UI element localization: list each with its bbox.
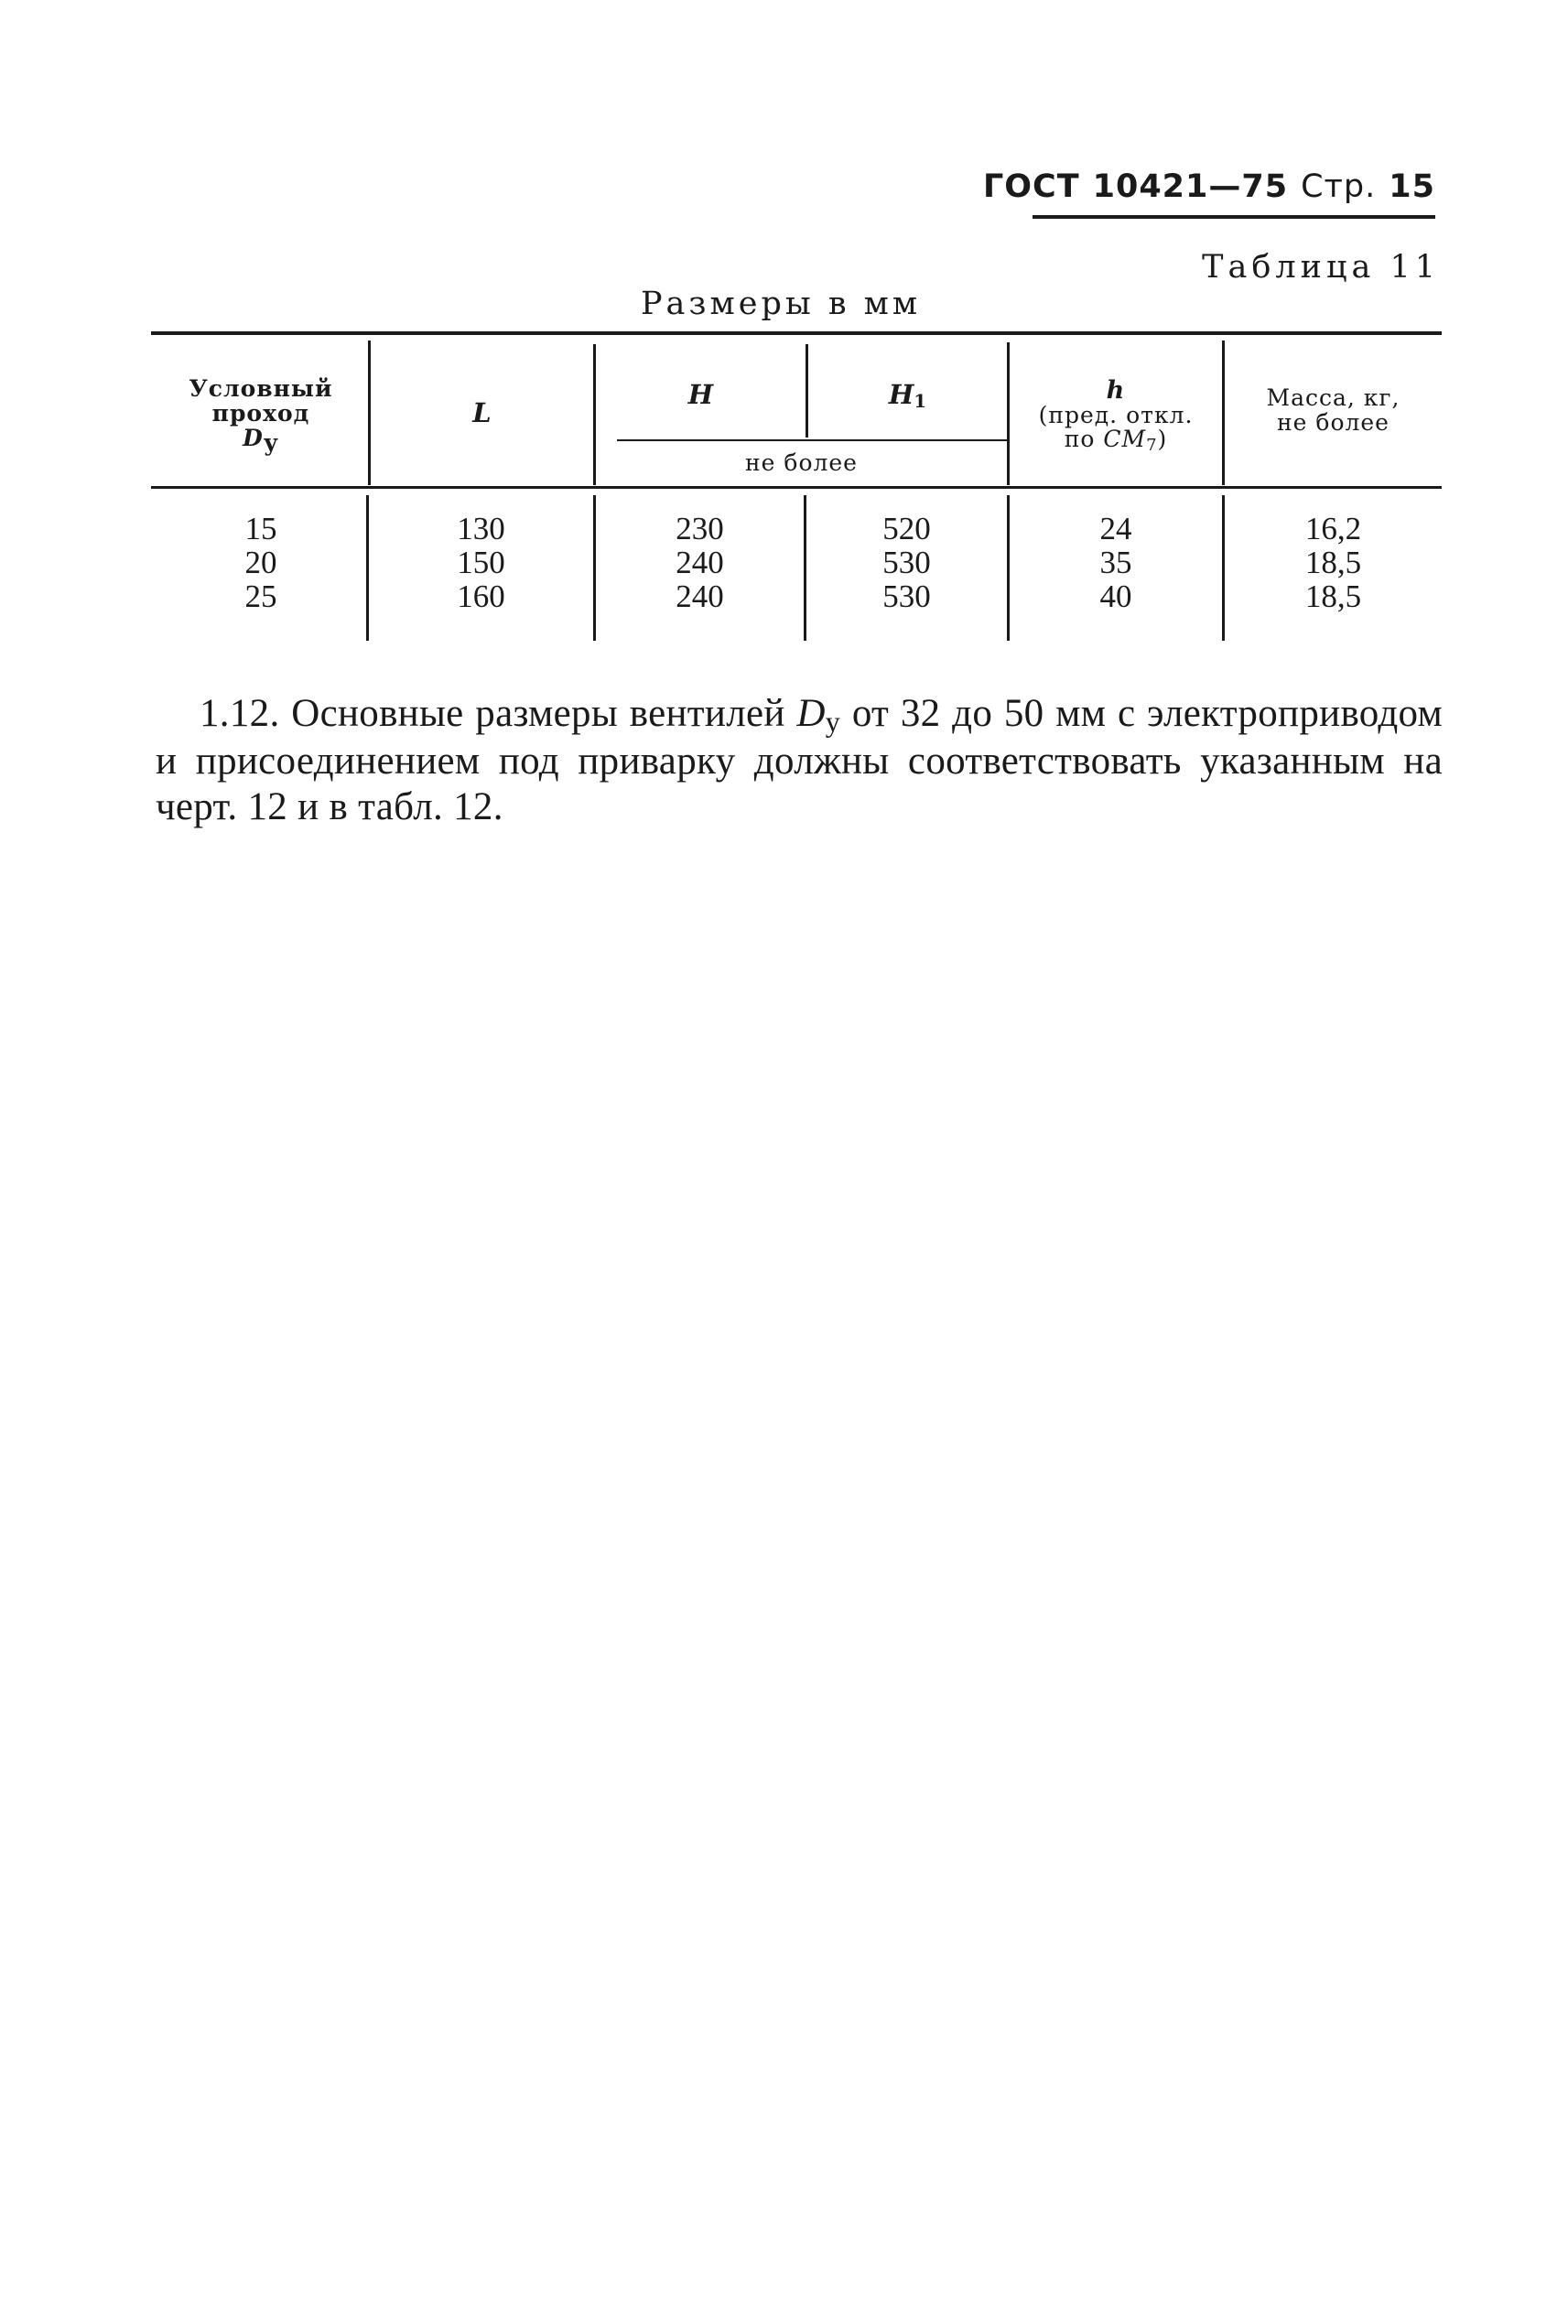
paragraph-lead: 1.12. Основные размеры вентилей: [200, 692, 785, 735]
paragraph-symbol: D: [796, 692, 826, 735]
dy-symbol: Dу: [243, 425, 279, 456]
table-top-rule: [151, 331, 1442, 335]
table-cell: 240: [676, 578, 724, 614]
table-cell: 24: [1099, 511, 1132, 546]
table-caption: Таблица 11: [1202, 249, 1440, 286]
h-line1: (пред. откл.: [1038, 402, 1194, 428]
table-cell: 18,5: [1304, 545, 1362, 580]
dy-line2: проход: [211, 400, 310, 427]
col-header-L: L: [472, 397, 492, 428]
table-cell: 25: [244, 578, 277, 614]
table-cell: 150: [457, 545, 505, 580]
table-cell: 160: [457, 578, 505, 614]
header-bottom-rule: [151, 486, 1442, 489]
h-symbol: h: [1106, 376, 1126, 405]
col-header-H: H: [687, 379, 714, 410]
column-h: [1010, 512, 1222, 613]
table-cell: 15: [244, 511, 277, 546]
h-line2: по CM7): [1064, 426, 1168, 455]
table-cell: 40: [1099, 578, 1132, 614]
table-cell: 530: [882, 578, 931, 614]
table-cell: 20: [244, 545, 277, 580]
standard-number: 10421—75: [1092, 168, 1289, 205]
table-cell: 16,2: [1304, 511, 1362, 546]
paragraph-rest: от 32 до 50 мм с электроприводом и присоединением под приварку должны соответствовать указанным на черт. 12 и в табл. 12.: [156, 692, 1443, 828]
col-header-group: не более: [745, 449, 858, 476]
table-cell: 18,5: [1304, 578, 1362, 614]
page-number: 15: [1389, 168, 1435, 205]
body-paragraph: [156, 691, 1443, 830]
units-caption: Размеры в мм: [641, 286, 922, 322]
page-label: Стр.: [1301, 168, 1377, 205]
dy-line1: Условный: [189, 375, 333, 402]
column-L: [369, 512, 593, 613]
paragraph-symbol-sub: у: [825, 705, 841, 738]
column-H: [596, 512, 804, 613]
column-dy: [156, 512, 366, 613]
dimensions-table: [0, 0, 1568, 696]
table-cell: 530: [882, 545, 931, 580]
column-H1: [806, 512, 1007, 613]
table-cell: 130: [457, 511, 505, 546]
table-cell: 35: [1099, 545, 1132, 580]
col-header-dy: [156, 375, 366, 456]
column-mass: [1225, 512, 1442, 613]
table-cell: 520: [882, 511, 931, 546]
col-header-mass: [1225, 386, 1442, 434]
standard-label: ГОСТ: [983, 168, 1080, 205]
col-header-h: [1010, 376, 1222, 455]
table-cell: 240: [676, 545, 724, 580]
col-header-H1: H1: [888, 379, 927, 412]
mass-line1: Масса, кг,: [1266, 384, 1400, 411]
mass-line2: не более: [1277, 409, 1390, 436]
table-cell: 230: [676, 511, 724, 546]
group-rule: [617, 439, 1008, 441]
